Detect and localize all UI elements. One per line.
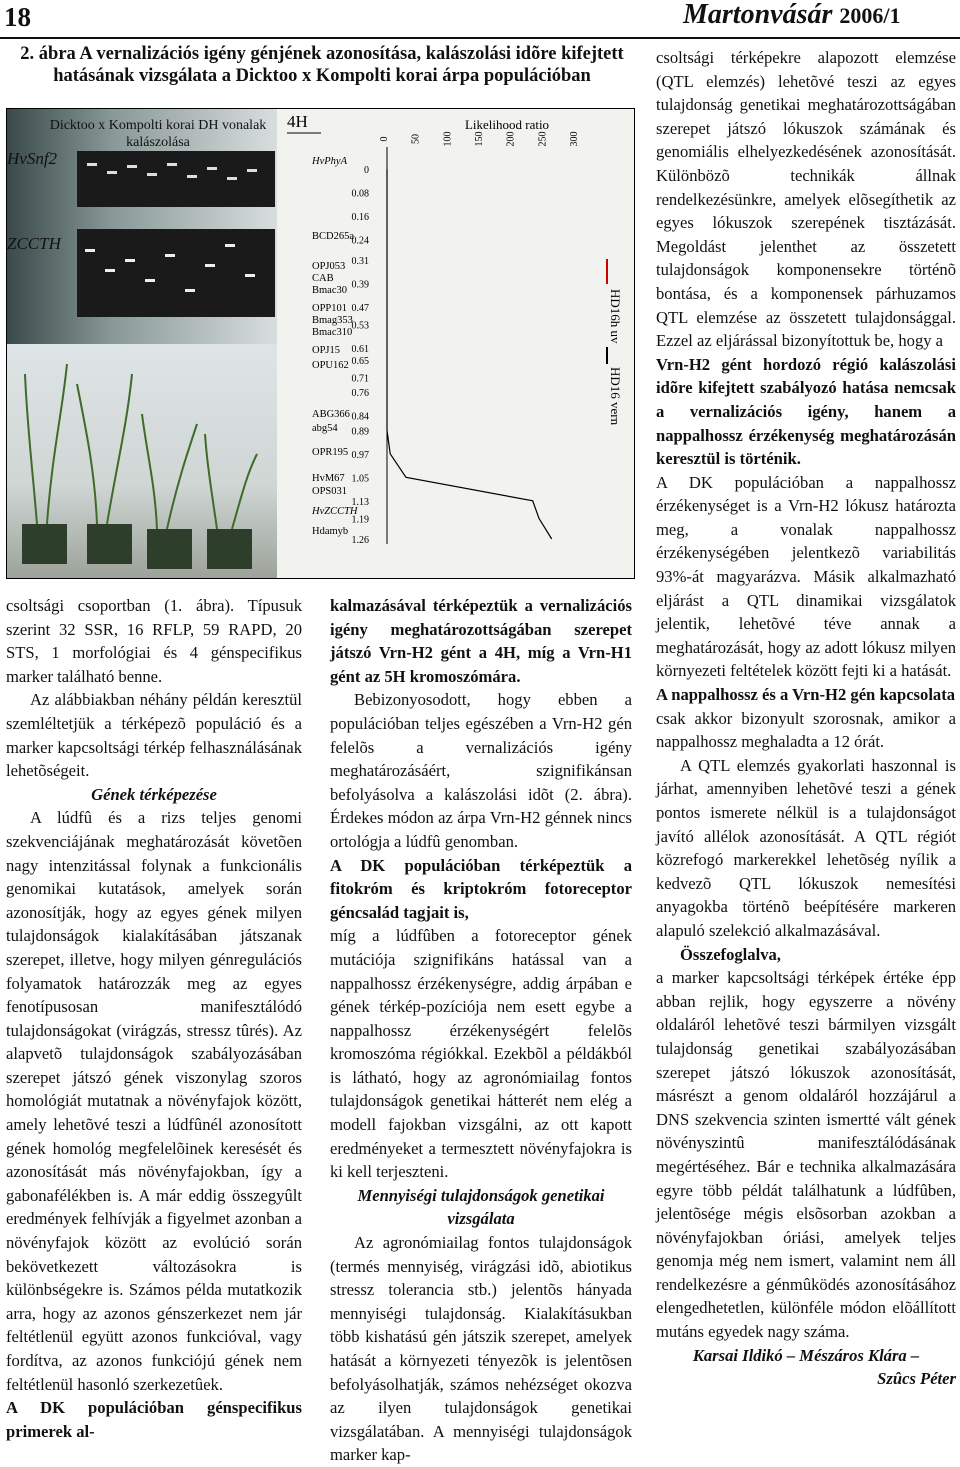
col3-para-1: csoltsági térképekre alapozott elemzése (QTL elemzés) lehetõvé teszi az egyes tulajdonság genetikai meghatározottságában szerepet játszó lókuszok számának és genomiális elhelyezkedésének azonosítását. Különbözõ technikák állnak rendelkezésünkre, amelyek elõsegíthetik az egyes lókuszok szerepének tisztázását. Megoldást jelenthet az összetett tulajdonságok komponensekre történõ bontása, és a komponensek párhuzamos QTL elemzése az összetett tulajdonsággal. Ezzel az eljárással bizonyítottuk be, hogy a bbox=[656, 48, 956, 351]
col2-para-4: míg a lúdfûben a fotoreceptor gének mutációja szignifikáns hatással van a nappalhossz érzékenységre, addig árpában e gének térkép-pozíciója nem esett egybe a nappalhossz érzékenységért felelõs kromoszóma régiókkal. Ezekbõl a példákból is látható, hogy az agronómiailag fontos tulajdonságok genetikai hátterét nem elég a modell fajokban vizsgálni, az ott kapott eredményeket a termesztett növényfajokra is ki kell terjeszteni. bbox=[330, 926, 632, 1182]
column-1 bbox=[6, 594, 302, 1443]
col3-para-2: Vrn-H2 gént hordozó régió kalászolási idõre kifejtett szabályozó hatása nemcsak a vernalizációs igény, hanem a nappalhossz érzékenység meghatározásán keresztül is történik. bbox=[656, 354, 956, 469]
figure-2 bbox=[6, 108, 635, 579]
authors-line-2: Szûcs Péter bbox=[877, 1369, 956, 1389]
lr-tick-label: 50 bbox=[410, 134, 422, 144]
column-3 bbox=[656, 46, 956, 1391]
gene-label-zccth: ZCCTH bbox=[7, 234, 61, 253]
position-tick-label: 1.26 bbox=[351, 535, 369, 546]
marker-label: HvZCCTH bbox=[312, 506, 358, 517]
qtl-chart bbox=[277, 109, 634, 578]
section-heading-qtl: Mennyiségi tulajdonságok genetikai vizsgálata bbox=[357, 1185, 605, 1229]
position-tick-label: 0.24 bbox=[351, 235, 369, 247]
col1-para-1: csoltsági csoportban (1. ábra). Típusuk szerint 32 SSR, 16 RFLP, 59 RAPD, 20 STS, 1 morfológiai és 4 génspecifikus marker található benne. bbox=[6, 596, 302, 686]
section-heading-genes: Gének térképezése bbox=[91, 784, 217, 804]
gel-bands-1 bbox=[77, 151, 275, 207]
header-rule bbox=[0, 37, 960, 39]
lr-tick-label: 0 bbox=[379, 136, 390, 142]
lr-curve-hd16-vern bbox=[387, 169, 552, 539]
col3-summary-lead: Összefoglalva, bbox=[680, 944, 781, 964]
marker-label: HvPhyA bbox=[312, 156, 347, 167]
marker-label: Hdamyb bbox=[312, 526, 349, 537]
position-tick-label: 1.19 bbox=[351, 514, 369, 526]
col2-para-1: kalmazásával térképeztük a vernalizációs igény meghatározottságában szerepet játszó Vrn-H2 gént a 4H, míg a Vrn-H1 gént az 5H kromoszómára. bbox=[330, 596, 632, 686]
photo-title: Dicktoo x Kompolti korai DH vonalak kalászolása bbox=[49, 118, 267, 150]
legend-label-vern: HD16 vern bbox=[608, 367, 623, 426]
position-tick-label: 0.39 bbox=[351, 279, 369, 291]
position-tick-label: 0 bbox=[364, 165, 369, 176]
lr-tick-label: 100 bbox=[442, 131, 454, 147]
figure-caption: 2. ábra A vernalizációs igény génjének azonosítása, kalászolási idõre kifejtett hatásának vizsgálata a Dicktoo x Kompolti korai árpa populációban bbox=[20, 44, 624, 86]
qtl-chart-svg bbox=[277, 109, 634, 578]
marker-label: HvM67 bbox=[312, 473, 345, 484]
position-tick-label: 0.08 bbox=[351, 188, 369, 200]
lr-tick-label: 250 bbox=[537, 131, 549, 147]
chromosome-label: 4H bbox=[287, 112, 308, 131]
col2-para-3: A DK populációban térképeztük a fitokróm és kriptokróm fotoreceptor géncsalád tagjait is, bbox=[330, 855, 632, 922]
position-tick-label: 1.05 bbox=[351, 473, 369, 485]
col3-para-4: A nappalhossz és a Vrn-H2 gén kapcsolata bbox=[656, 685, 956, 705]
marker-label: OPJ15 bbox=[312, 345, 341, 356]
col2-para-5: Az agronómiailag fontos tulajdonságok (termés mennyiség, virágzási idõ, abiotikus stressz tolerancia stb.) jelentõs hányada mennyiségi tulajdonság. Kialakításukban több kishatású gén játszik szerepet, amelyek hatását a környezeti tényezõk is jelentõsen befolyásolhatják, számos nehézséget okozva az ilyen tulajdonságok genetikai vizsgálatában. A mennyiségi tulajdonságok marker kap- bbox=[330, 1233, 632, 1465]
position-tick-label: 1.13 bbox=[351, 496, 369, 508]
col1-para-4: A DK populációban génspecifikus primerek al- bbox=[6, 1398, 302, 1441]
marker-label: OPS031 bbox=[312, 486, 348, 497]
position-tick-label: 0.97 bbox=[351, 449, 369, 461]
marker-label: Bmac310 bbox=[312, 327, 353, 338]
plant-photo bbox=[7, 344, 277, 578]
lr-tick-label: 150 bbox=[474, 131, 485, 147]
position-tick-label: 0.53 bbox=[351, 320, 369, 332]
gene-label-hvsnf2: HvSnf2 bbox=[7, 149, 58, 168]
gel-hvsnf2 bbox=[77, 151, 275, 207]
position-tick-label: 0.89 bbox=[351, 426, 369, 438]
marker-label: CAB bbox=[312, 273, 334, 284]
journal-title bbox=[683, 0, 901, 31]
position-tick-label: 0.61 bbox=[351, 344, 369, 356]
lr-axis-title: Likelihood ratio bbox=[464, 117, 550, 132]
marker-label: OPJ053 bbox=[312, 261, 346, 272]
marker-label: OPR195 bbox=[312, 447, 349, 458]
page-number: 18 bbox=[4, 2, 31, 32]
marker-label: BCD265a bbox=[312, 231, 354, 242]
journal-year: 2006/1 bbox=[839, 3, 901, 28]
position-tick-label: 0.31 bbox=[351, 256, 369, 268]
position-tick-label: 0.71 bbox=[351, 373, 369, 385]
gel-bands-2 bbox=[77, 229, 275, 317]
col1-para-2: Az alábbiakban néhány példán keresztül szemléltetjük a térképezõ populáció és a marker kapcsoltsági térkép felhasználásának lehetõségeit. bbox=[6, 690, 302, 781]
col3-para-6: A QTL elemzés gyakorlati haszonnal is járhat, amennyiben lehetõvé teszi a gének pontos ismerete nélkül is a tulajdonságot javító allélok azonosítását. A QTL régiót közrefogó markerekkel lehetõség nyílik a kedvezõ QTL lókuszok nemesítési anyagokba történõ beépítésére markeren alapuló szelekció alkalmazásával. bbox=[656, 755, 956, 940]
position-tick-label: 0.16 bbox=[351, 211, 369, 223]
marker-label: abg54 bbox=[312, 423, 338, 434]
marker-label: ABG366 bbox=[312, 409, 350, 420]
position-tick-label: 0.65 bbox=[351, 355, 369, 367]
position-tick-label: 0.84 bbox=[351, 411, 369, 423]
col3-para-3: A DK populációban a nappalhossz érzékenységet is a Vrn-H2 lókusz határozta meg, a vonalak nappalhossz érzékenységében jelentkezõ variabilitás 93%-át magyarázva. Másik alkalmazható eljárást a QTL dinamikai vizsgálatok jelentik, lehetõvé téve annak a meghatározását, hogy az adott lókusz milyen környezeti feltételek között fejti ki a hatását. bbox=[656, 472, 956, 681]
col2-para-2: Bebizonyosodott, hogy ebben a populációban teljes egészében a Vrn-H2 gén felelõs a vernalizációs igény meghatározásáért, szignifikánsan befolyásolva a kalászolási idõt (2. ábra). Érdekes módon az árpa Vrn-H2 génnek nincs ortológja a lúdfû genomban. bbox=[330, 690, 632, 851]
gel-zccth bbox=[77, 229, 275, 317]
position-tick-label: 0.47 bbox=[351, 303, 369, 315]
marker-label: OPU162 bbox=[312, 360, 349, 371]
lr-tick-label: 300 bbox=[569, 131, 580, 147]
authors-line-1: Karsai Ildikó – Mészáros Klára – bbox=[692, 1345, 920, 1365]
marker-label: OPP101 bbox=[312, 303, 348, 314]
lr-tick-label: 200 bbox=[505, 131, 517, 147]
col1-para-3: A lúdfû és a rizs teljes genomi szekvenciájának meghatározását követõen nagy intenzitással folynak a funkcionális genomikai kutatások, amelyek során azonosítják, hogy az egyes gének milyen tulajdonságok kialakításában játszanak szerepet, illetve, hogy milyen génregulációs folyamatok határozzák meg az egyes fenotípusosan manifesztálódó tulajdonságokat (virágzás, stressz tûrés). Az alapvetõ tulajdonságok szabályozásában szerepet játszó gének viszonylag szoros homológiát mutatnak a növényfajok között, amely lehetõvé teszi a lúdfûnél azonosított gének homológ megfelelõinek keresését és azonosítását más növényfajokban, így a gabonafélékben is. A már eddig összegyûlt eredmények felhívják a figyelmet azonban a növényfajok között az evolúció során bekövetkezett változásokra is különbségekre is. Számos példa mutatkozik arra, hogy az azonos génszerkezet nem jár feltétlenül együtt azonos funkcióval, vagy fordítva, az azonos funkciójú gének nem feltétlenül hasonló szerkezetûek. bbox=[6, 808, 302, 1394]
col3-para-5: csak akkor bizonyult szorosnak, amikor a nappalhossz meghaladta a 12 órát. bbox=[656, 708, 956, 752]
journal-name: Martonvásár bbox=[683, 0, 833, 30]
position-tick-label: 0.76 bbox=[351, 388, 369, 400]
marker-label: Bmag353 bbox=[312, 315, 353, 326]
marker-label: Bmac30 bbox=[312, 285, 347, 296]
plants-drawing bbox=[7, 344, 277, 578]
column-2 bbox=[330, 594, 632, 1467]
legend-label-uv: HD16h uv bbox=[608, 289, 623, 344]
col3-para-7: a marker kapcsoltsági térképek értéke épp abban rejlik, hogy egyszerre a növény oldaláról lehetõvé teszi bármilyen vizsgált tulajdonság genetikai szabályozásában szerepet játszó lókuszok azonosítását, másrészt a genom oldaláról hozzájárul a DNS szekvencia szinten ismertté vált gének növényszintû manifesztálódásának megértéséhez. Bár e technika alkalmazására egyre több példát találhatunk a lúdfûben, jelentõsége mégis elsõsorban azokban a növényfajokban óriási, amelyek teljes genomja még nem ismert, valamint nem áll rendelkezésre a génmûködés azonosításához elengedhetetlen, különféle módon elõállított mutáns egyedek nagy száma. bbox=[656, 968, 956, 1342]
photo-panel bbox=[7, 109, 277, 578]
